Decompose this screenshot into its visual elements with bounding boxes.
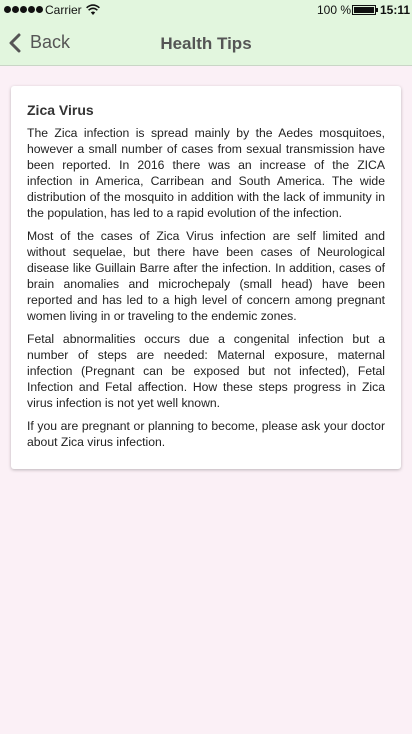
article-paragraph: Fetal abnormalities occurs due a congenital infection but a number of steps are needed: Maternal exposure, maternal infection (Pregnant can be exposed but not infected), Fetal Infection and Fetal affection. How these steps progress in Zica virus infection is not yet well known. [27,332,385,410]
article-paragraph: If you are pregnant or planning to become, please ask your doctor about Zica virus infection. [27,419,385,449]
battery-percent: 100 % [317,3,352,17]
battery-icon [352,5,376,15]
status-bar [0,0,412,22]
article-paragraph: The Zica infection is spread mainly by the Aedes mosquitoes, however a small number of cases from sexual transmission have been reported. In 2016 there was an increase of the ZICA infection in America, Carribean and South America. The wide distribution of the mosquito in addition with the lack of immunity in the population, has led to a rapid evolution of the infection. [27,126,385,220]
article-paragraph: Most of the cases of Zica Virus infection are self limited and without sequelae, but there have been cases of Neurological disease like Guillain Barre after the infection. In addition, cases of brain anomalies and microchepaly (small head) have been reported and has led to a high level of concern among pregnant women living in or traveling to the endemic zones. [27,229,385,323]
battery-tip [376,8,378,12]
page-title: Health Tips [160,34,252,53]
back-label: Back [30,32,71,52]
status-time: 15:11 [380,3,411,17]
top-bar [0,0,412,66]
wifi-icon [86,4,100,16]
article-title: Zica Virus [27,102,94,118]
signal-dots-icon [4,6,43,13]
article-card [11,86,401,469]
carrier-label: Carrier [45,3,82,17]
navigation-bar [0,22,412,66]
